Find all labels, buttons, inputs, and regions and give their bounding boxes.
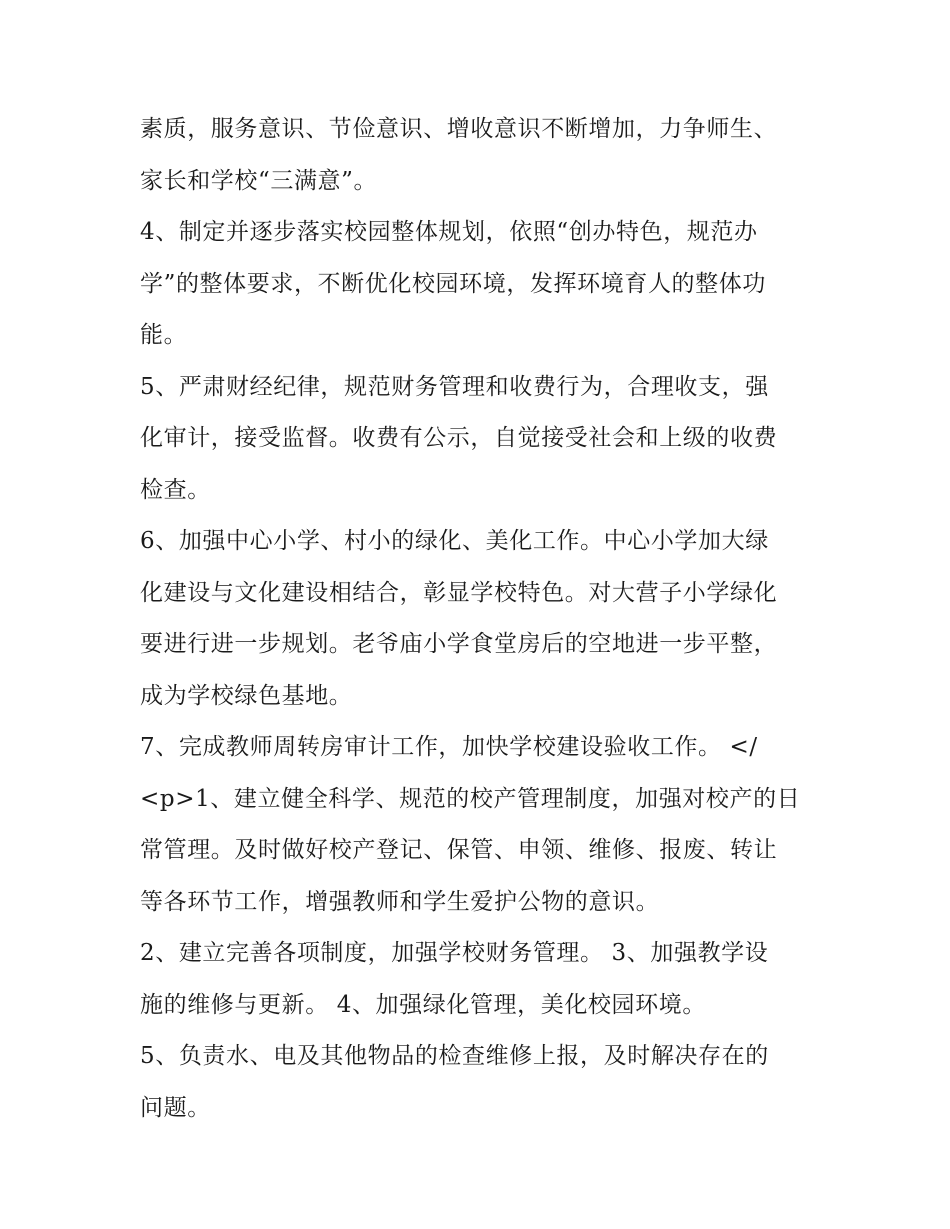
text-line: 家长和学校“三满意”。 bbox=[140, 167, 378, 194]
paragraph-item-4-campus-planning bbox=[140, 207, 820, 362]
text-line: 能。 bbox=[140, 322, 188, 348]
text-line: 素质，服务意识、节俭意识、增收意识不断增加，力争师生、 bbox=[140, 116, 778, 142]
text-line: 5、严肃财经纪律，规范财务管理和收费行为，合理收支，强 bbox=[140, 373, 769, 400]
text-line: 化审计，接受监督。收费有公示，自觉接受社会和上级的收费 bbox=[140, 425, 778, 451]
paragraph-satisfaction bbox=[140, 104, 820, 207]
paragraph-items-2-3-4-systems bbox=[140, 928, 820, 1031]
paragraph-item-6-greening bbox=[140, 516, 820, 722]
text-line: 要进行进一步规划。老爷庙小学食堂房后的空地进一步平整， bbox=[140, 631, 778, 657]
text-line: <p>1、建立健全科学、规范的校产管理制度，加强对校产的日 bbox=[140, 785, 801, 812]
text-line: 等各环节工作，增强教师和学生爱护公物的意识。 bbox=[140, 888, 660, 915]
text-line: 问题。 bbox=[140, 1094, 211, 1121]
text-line: 4、制定并逐步落实校园整体规划，依照“创办特色，规范办 bbox=[140, 219, 758, 245]
text-line: 5、负责水、电及其他物品的检查维修上报，及时解决存在的 bbox=[140, 1043, 769, 1069]
text-line: 2、建立完善各项制度，加强学校财务管理。 3、加强教学设 bbox=[140, 940, 769, 966]
text-line: 7、完成教师周转房审计工作，加快学校建设验收工作。 </ bbox=[140, 734, 758, 760]
paragraph-item-7-audit-and-asset-management bbox=[140, 722, 820, 928]
text-line: 6、加强中心小学、村小的绿化、美化工作。中心小学加大绿 bbox=[140, 528, 769, 554]
document-body bbox=[140, 104, 820, 1134]
paragraph-item-5-finance-discipline bbox=[140, 362, 820, 517]
text-line: 常管理。及时做好校产登记、保管、申领、维修、报废、转让 bbox=[140, 837, 778, 863]
text-line: 学”的整体要求，不断优化校园环境，发挥环境育人的整体功 bbox=[140, 270, 766, 297]
text-line: 施的维修与更新。 4、加强绿化管理，美化校园环境。 bbox=[140, 991, 706, 1018]
text-line: 检查。 bbox=[140, 476, 211, 503]
text-line: 成为学校绿色基地。 bbox=[140, 682, 353, 709]
paragraph-item-5-maintenance bbox=[140, 1031, 820, 1134]
text-line: 化建设与文化建设相结合，彰显学校特色。对大营子小学绿化 bbox=[140, 579, 778, 606]
